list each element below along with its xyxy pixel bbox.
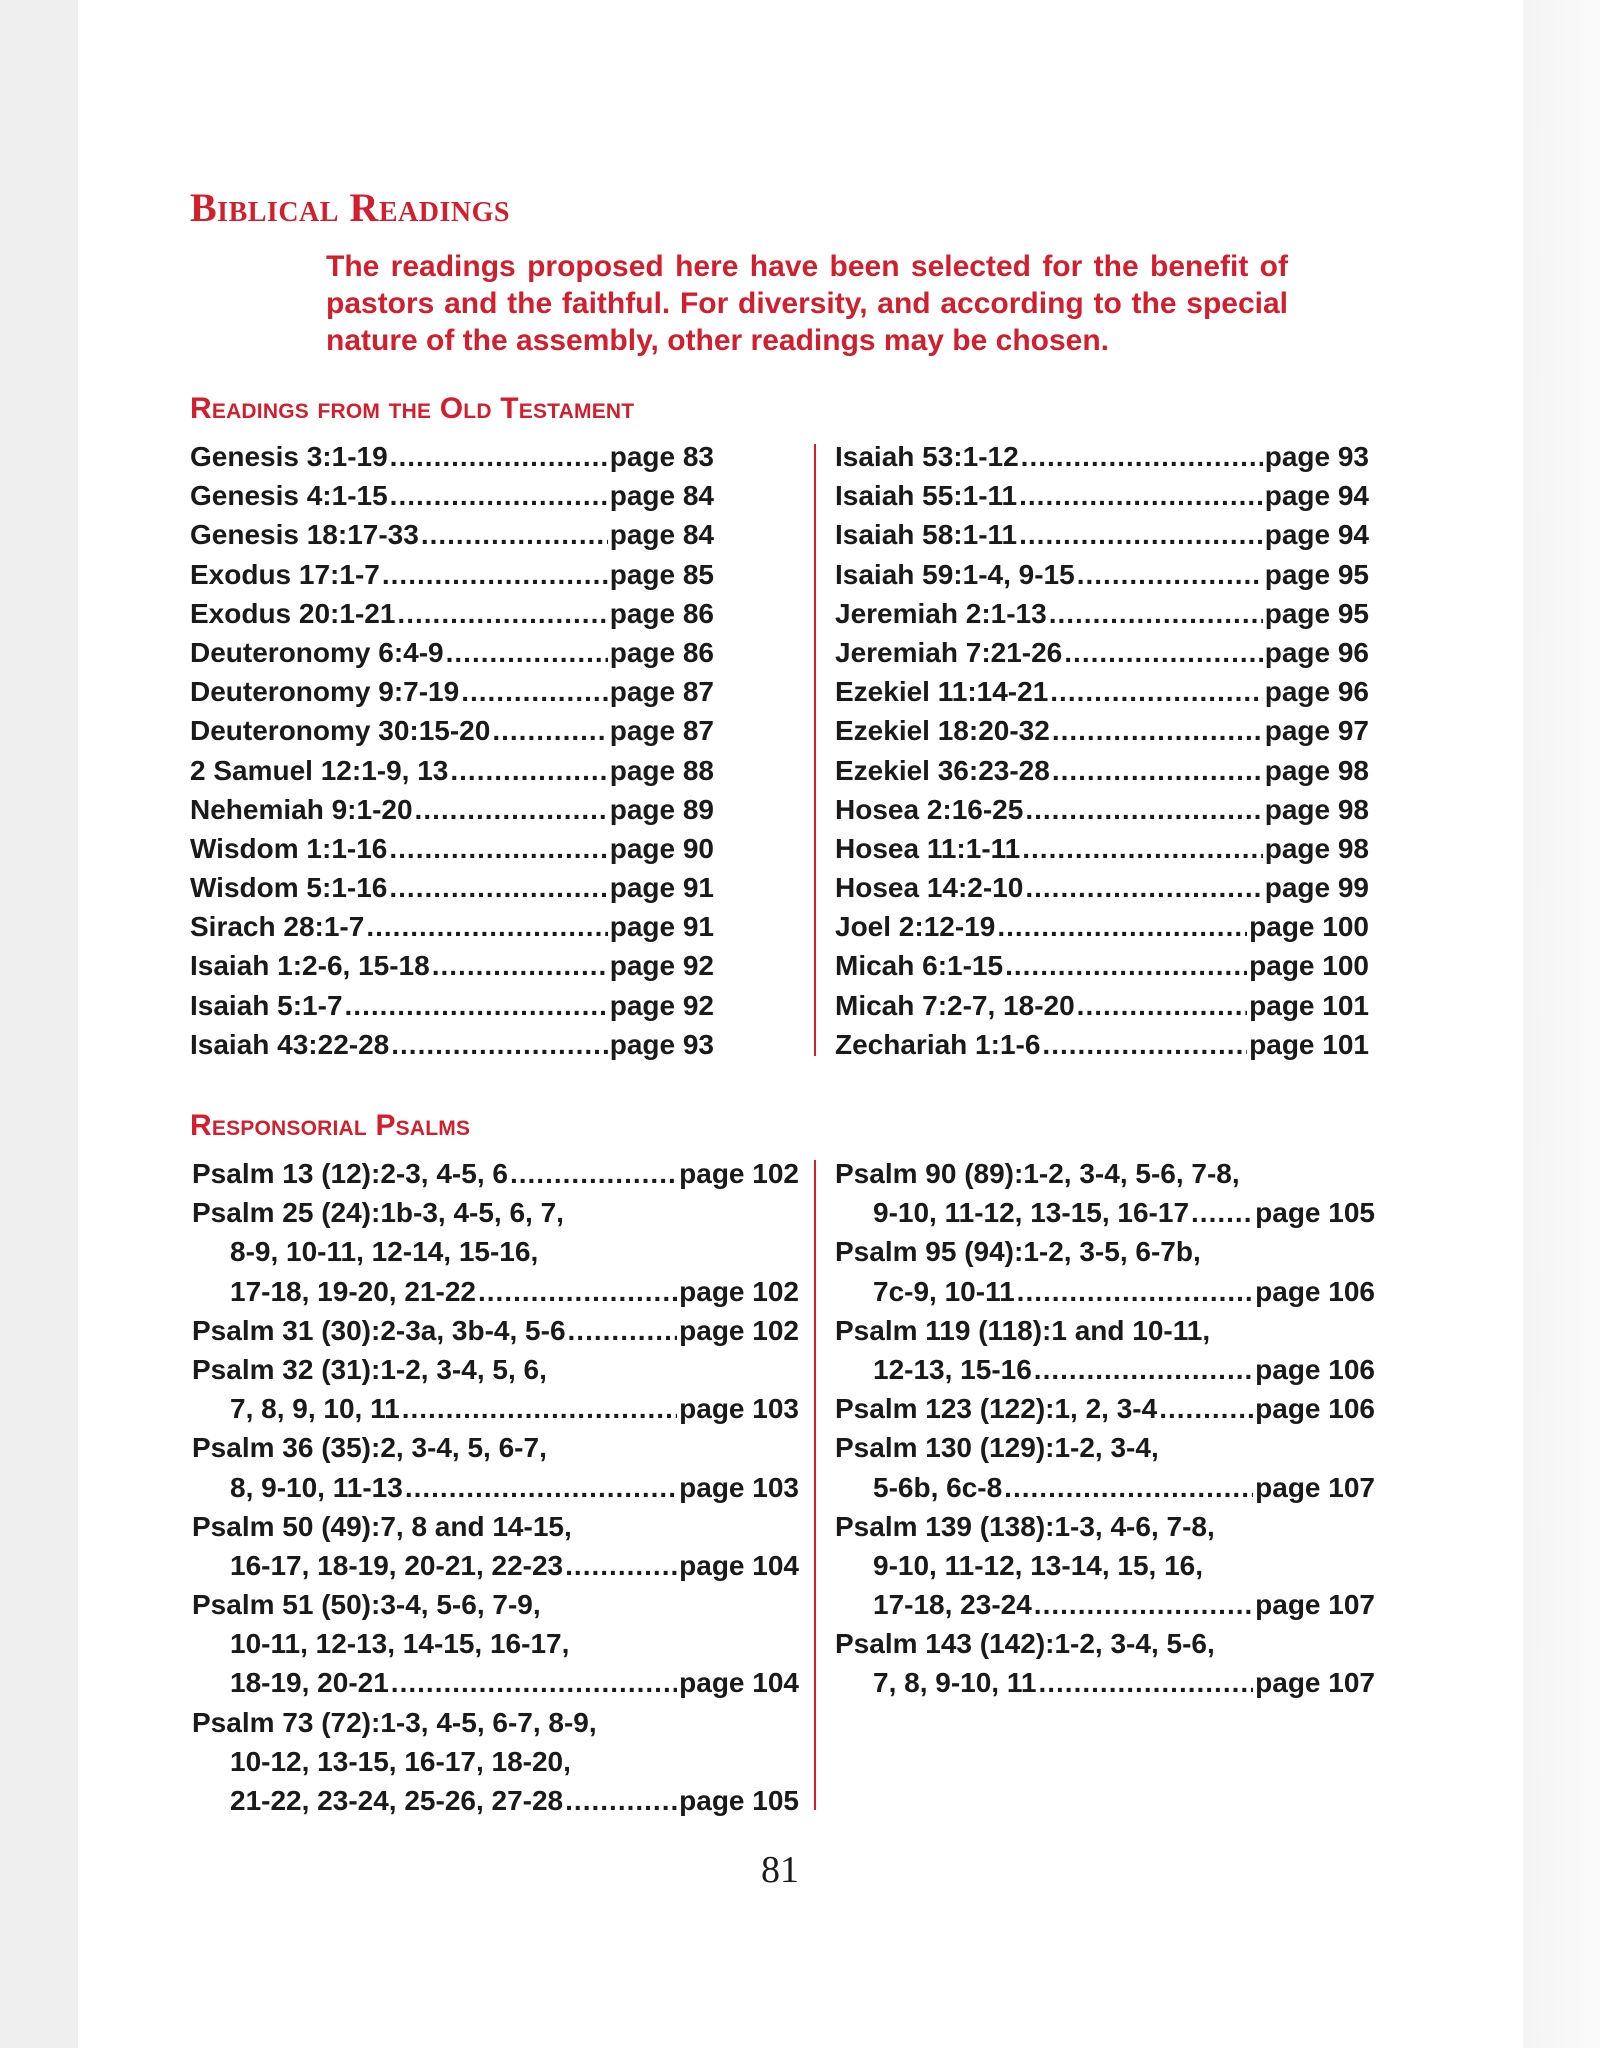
reading-entry (835, 1624, 1375, 1663)
page-reference: page 99 (1264, 872, 1369, 904)
reading-reference: Psalm 90 (89):1-2, 3-4, 5-6, 7-8, (835, 1158, 1240, 1189)
reading-reference: Ezekiel 18:20-32 (835, 715, 1050, 747)
reading-reference: Zechariah 1:1-6 (835, 1028, 1041, 1060)
reading-reference: Genesis 3:1-19 (190, 441, 388, 472)
page-reference: page 93 (1264, 441, 1369, 472)
reading-reference: Ezekiel 11:14-21 (835, 676, 1049, 708)
leader-dots (1034, 1350, 1253, 1389)
reading-entry (835, 633, 1369, 672)
page-reference: page 102 (679, 1158, 799, 1189)
reading-entry (835, 986, 1369, 1025)
reading-reference: Psalm 123 (122):1, 2, 3-4 (835, 1393, 1158, 1425)
page-reference: page 106 (1255, 1393, 1375, 1425)
page-reference: page 101 (1249, 1028, 1369, 1060)
page-content (190, 0, 1375, 2048)
reading-entry (192, 1742, 799, 1781)
reading-entry (835, 515, 1369, 554)
reading-entry (835, 829, 1369, 868)
reading-entry (835, 1585, 1375, 1624)
reading-entry (835, 555, 1369, 594)
leader-dots (1050, 672, 1262, 711)
reading-entry (192, 1350, 799, 1389)
page-reference: page 95 (1264, 597, 1369, 629)
reading-reference: Psalm 51 (50):3-4, 5-6, 7-9, (192, 1589, 541, 1621)
reading-reference: Psalm 119 (118):1 and 10-11, (835, 1314, 1211, 1346)
reading-entry (192, 1232, 799, 1271)
page-reference: page 95 (1264, 558, 1369, 590)
page-reference: page 83 (609, 441, 714, 472)
reading-reference: Isaiah 55:1-11 (835, 480, 1018, 512)
reading-reference: Hosea 14:2-10 (835, 872, 1024, 904)
page-number: 81 (761, 1849, 799, 1891)
reading-entry (190, 1025, 714, 1064)
leader-dots (450, 751, 607, 790)
reading-entry (190, 986, 714, 1025)
leader-dots (510, 1154, 677, 1193)
leader-dots (390, 476, 608, 515)
page-reference: page 90 (609, 832, 714, 864)
page-reference: page 97 (1264, 715, 1369, 747)
reading-reference: Psalm 36 (35):2, 3-4, 5, 6-7, (192, 1432, 547, 1464)
reading-reference: Isaiah 59:1-4, 9-15 (835, 558, 1075, 590)
reading-entry (192, 1272, 799, 1311)
leader-dots (1042, 1025, 1247, 1064)
reading-reference: 18-19, 20-21 (230, 1667, 389, 1699)
reading-reference: Hosea 11:1-11 (835, 832, 1021, 864)
reading-entry (190, 476, 714, 515)
page-reference: page 98 (1264, 832, 1369, 864)
leader-dots (1034, 1585, 1253, 1624)
leader-dots (997, 907, 1247, 946)
page-reference: page 100 (1249, 950, 1369, 982)
leader-dots (389, 868, 607, 907)
reading-entry (835, 1663, 1375, 1702)
page-reference: page 86 (609, 597, 714, 629)
page-reference: page 107 (1255, 1471, 1375, 1503)
reading-entry (835, 1272, 1375, 1311)
leader-dots (446, 633, 608, 672)
reading-reference: 17-18, 19-20, 21-22 (230, 1275, 476, 1307)
psalms-left-column (192, 1154, 799, 1820)
reading-reference: Isaiah 43:22-28 (190, 1028, 390, 1060)
reading-entry (835, 1311, 1375, 1350)
reading-reference: Genesis 18:17-33 (190, 519, 419, 551)
reading-reference: Nehemiah 9:1-20 (190, 793, 413, 825)
reading-entry (192, 1585, 799, 1624)
reading-entry (835, 1232, 1375, 1271)
reading-entry (190, 946, 714, 985)
page-reference: page 88 (609, 754, 714, 786)
reading-entry (835, 907, 1369, 946)
psalms-heading: Responsorial Psalms (190, 1109, 471, 1142)
leader-dots (492, 711, 607, 750)
reading-reference: 16-17, 18-19, 20-21, 22-23 (230, 1549, 564, 1581)
reading-entry (190, 672, 714, 711)
leader-dots (478, 1272, 677, 1311)
leader-dots (1064, 633, 1262, 672)
reading-entry (835, 1428, 1375, 1467)
reading-reference: Isaiah 53:1-12 (835, 441, 1019, 472)
reading-reference: Sirach 28:1-7 (190, 911, 365, 943)
page-reference: page 101 (1249, 989, 1369, 1021)
reading-reference: Psalm 143 (142):1-2, 3-4, 5-6, (835, 1628, 1215, 1660)
reading-entry (835, 672, 1369, 711)
intro-paragraph: The readings proposed here have been selected for the benefit of pastors and the faithful. For diversity, and according to the special nature of the assembly, other readings may be chosen. (326, 250, 1288, 357)
reading-entry (190, 515, 714, 554)
reading-entry (835, 868, 1369, 907)
leader-dots (345, 986, 608, 1025)
reading-entry (190, 555, 714, 594)
reading-entry (835, 594, 1369, 633)
reading-entry (190, 594, 714, 633)
leader-dots (402, 1389, 677, 1428)
leader-dots (565, 1781, 677, 1820)
reading-entry (192, 1193, 799, 1232)
page-reference: page 92 (609, 989, 714, 1021)
reading-entry (835, 1025, 1369, 1064)
reading-entry (190, 790, 714, 829)
reading-entry (835, 946, 1369, 985)
reading-entry (190, 437, 714, 476)
leader-dots (1005, 946, 1247, 985)
leader-dots (1025, 868, 1262, 907)
reading-reference: 12-13, 15-16 (873, 1353, 1032, 1385)
page-reference: page 103 (679, 1471, 799, 1503)
reading-reference: Psalm 139 (138):1-3, 4-6, 7-8, (835, 1510, 1215, 1542)
reading-reference: 8, 9-10, 11-13 (230, 1471, 403, 1503)
reading-entry (190, 907, 714, 946)
leader-dots (397, 594, 607, 633)
page-reference: page 107 (1255, 1667, 1375, 1699)
page-reference: page 84 (609, 519, 714, 551)
leader-dots (565, 1546, 677, 1585)
reading-entry (835, 476, 1369, 515)
reading-entry (192, 1428, 799, 1467)
page-reference: page 86 (609, 636, 714, 668)
leader-dots (421, 515, 608, 554)
reading-reference: 7, 8, 9-10, 11 (873, 1667, 1037, 1699)
reading-reference: 9-10, 11-12, 13-14, 15, 16, (873, 1549, 1204, 1581)
reading-reference: Deuteronomy 30:15-20 (190, 715, 491, 747)
reading-entry (192, 1703, 799, 1742)
reading-reference: Isaiah 1:2-6, 15-18 (190, 950, 430, 982)
page-reference: page 91 (609, 872, 714, 904)
page-reference: page 102 (679, 1275, 799, 1307)
reading-reference: Micah 6:1-15 (835, 950, 1004, 982)
leader-dots (1077, 986, 1247, 1025)
reading-reference: Psalm 32 (31):1-2, 3-4, 5, 6, (192, 1353, 547, 1385)
reading-entry (192, 1663, 799, 1702)
page-reference: page 87 (609, 676, 714, 708)
page-reference: page 104 (679, 1667, 799, 1699)
page-reference: page 96 (1264, 636, 1369, 668)
leader-dots (432, 946, 608, 985)
reading-entry (190, 751, 714, 790)
reading-reference: Psalm 50 (49):7, 8 and 14-15, (192, 1510, 572, 1542)
leader-dots (1019, 476, 1263, 515)
reading-reference: Psalm 13 (12):2-3, 4-5, 6 (192, 1158, 508, 1189)
leader-dots (1052, 751, 1263, 790)
reading-entry (835, 711, 1369, 750)
page-reference: page 94 (1264, 519, 1369, 551)
leader-dots (1038, 1663, 1253, 1702)
old-testament-heading: Readings from the Old Testament (190, 392, 635, 425)
reading-entry (192, 1311, 799, 1350)
page-reference: page 102 (679, 1314, 799, 1346)
reading-reference: Joel 2:12-19 (835, 911, 996, 943)
reading-entry (835, 790, 1369, 829)
leader-dots (461, 672, 608, 711)
page-reference: page 105 (1255, 1197, 1375, 1229)
reading-reference: Exodus 17:1-7 (190, 558, 380, 590)
psalms-right-column (835, 1154, 1375, 1703)
reading-entry (192, 1546, 799, 1585)
page-reference: page 106 (1255, 1353, 1375, 1385)
reading-entry (190, 829, 714, 868)
page-reference: page 98 (1264, 754, 1369, 786)
reading-reference: 7c-9, 10-11 (873, 1275, 1015, 1307)
reading-entry (192, 1154, 799, 1193)
leader-dots (1004, 1468, 1253, 1507)
reading-reference: Ezekiel 36:23-28 (835, 754, 1050, 786)
reading-entry (835, 1154, 1375, 1193)
leader-dots (415, 790, 608, 829)
leader-dots (405, 1468, 677, 1507)
reading-reference: Deuteronomy 6:4-9 (190, 636, 444, 668)
reading-reference: 7, 8, 9, 10, 11 (230, 1393, 400, 1425)
reading-reference: Jeremiah 2:1-13 (835, 597, 1047, 629)
page-reference: page 100 (1249, 911, 1369, 943)
leader-dots (1017, 1272, 1253, 1311)
reading-reference: Wisdom 5:1-16 (190, 872, 388, 904)
reading-entry (190, 711, 714, 750)
column-divider (814, 1160, 816, 1810)
page-reference: page 87 (609, 715, 714, 747)
reading-entry (835, 751, 1369, 790)
page-reference: page 91 (609, 911, 714, 943)
page-reference: page 104 (679, 1549, 799, 1581)
reading-reference: Wisdom 1:1-16 (190, 832, 388, 864)
page-title: Biblical Readings (190, 185, 510, 230)
page-reference: page 85 (609, 558, 714, 590)
reading-reference: 21-22, 23-24, 25-26, 27-28 (230, 1785, 564, 1816)
reading-entry (192, 1389, 799, 1428)
page-reference: page 107 (1255, 1589, 1375, 1621)
leader-dots (389, 829, 607, 868)
leader-dots (1049, 594, 1263, 633)
reading-reference: 17-18, 23-24 (873, 1589, 1032, 1621)
reading-entry (192, 1624, 799, 1663)
leader-dots (1022, 829, 1262, 868)
reading-entry (835, 1468, 1375, 1507)
leader-dots (1052, 711, 1263, 750)
reading-reference: Micah 7:2-7, 18-20 (835, 989, 1075, 1021)
reading-reference: Hosea 2:16-25 (835, 793, 1024, 825)
reading-reference: Jeremiah 7:21-26 (835, 636, 1063, 668)
reading-reference: Genesis 4:1-15 (190, 480, 388, 512)
leader-dots (1025, 790, 1262, 829)
reading-entry (190, 633, 714, 672)
page-reference: page 89 (609, 793, 714, 825)
reading-entry (835, 1193, 1375, 1232)
leader-dots (1019, 515, 1263, 554)
reading-reference: Psalm 73 (72):1-3, 4-5, 6-7, 8-9, (192, 1706, 597, 1738)
page-reference: page 96 (1264, 676, 1369, 708)
reading-entry (835, 1389, 1375, 1428)
leader-dots (1191, 1193, 1253, 1232)
page-reference: page 93 (609, 1028, 714, 1060)
leader-dots (390, 437, 608, 476)
reading-reference: Psalm 130 (129):1-2, 3-4, (835, 1432, 1159, 1464)
page-reference: page 92 (609, 950, 714, 982)
page-reference: page 84 (609, 480, 714, 512)
reading-reference: Isaiah 58:1-11 (835, 519, 1018, 551)
reading-reference: 9-10, 11-12, 13-15, 16-17 (873, 1197, 1190, 1229)
leader-dots (1077, 555, 1263, 594)
page-reference: page 105 (679, 1785, 799, 1816)
leader-dots (1159, 1389, 1253, 1428)
reading-entry (835, 1546, 1375, 1585)
reading-reference: 2 Samuel 12:1-9, 13 (190, 754, 449, 786)
reading-reference: 10-11, 12-13, 14-15, 16-17, (230, 1628, 570, 1660)
reading-entry (190, 868, 714, 907)
reading-reference: Psalm 31 (30):2-3a, 3b-4, 5-6 (192, 1314, 566, 1346)
leader-dots (366, 907, 607, 946)
page-reference: page 103 (679, 1393, 799, 1425)
reading-entry (192, 1781, 799, 1820)
reading-entry (835, 1507, 1375, 1546)
leader-dots (391, 1025, 607, 1064)
reading-entry (192, 1468, 799, 1507)
reading-reference: Psalm 25 (24):1b-3, 4-5, 6, 7, (192, 1197, 564, 1229)
page-reference: page 98 (1264, 793, 1369, 825)
reading-reference: Psalm 95 (94):1-2, 3-5, 6-7b, (835, 1236, 1201, 1268)
reading-reference: Isaiah 5:1-7 (190, 989, 343, 1021)
leader-dots (1021, 437, 1263, 476)
reading-entry (835, 437, 1369, 476)
reading-reference: Deuteronomy 9:7-19 (190, 676, 460, 708)
reading-reference: 10-12, 13-15, 16-17, 18-20, (230, 1745, 571, 1777)
reading-reference: 8-9, 10-11, 12-14, 15-16, (230, 1236, 539, 1268)
leader-dots (568, 1311, 678, 1350)
page-edge-shadow (1523, 0, 1600, 2048)
leader-dots (391, 1663, 677, 1702)
leader-dots (382, 555, 608, 594)
page-reference: page 94 (1264, 480, 1369, 512)
old-testament-left-column (190, 437, 714, 1064)
reading-entry (835, 1350, 1375, 1389)
reading-entry (192, 1507, 799, 1546)
reading-reference: 5-6b, 6c-8 (873, 1471, 1003, 1503)
reading-reference: Exodus 20:1-21 (190, 597, 396, 629)
page-reference: page 106 (1255, 1275, 1375, 1307)
old-testament-right-column (835, 437, 1369, 1064)
column-divider (814, 444, 816, 1056)
